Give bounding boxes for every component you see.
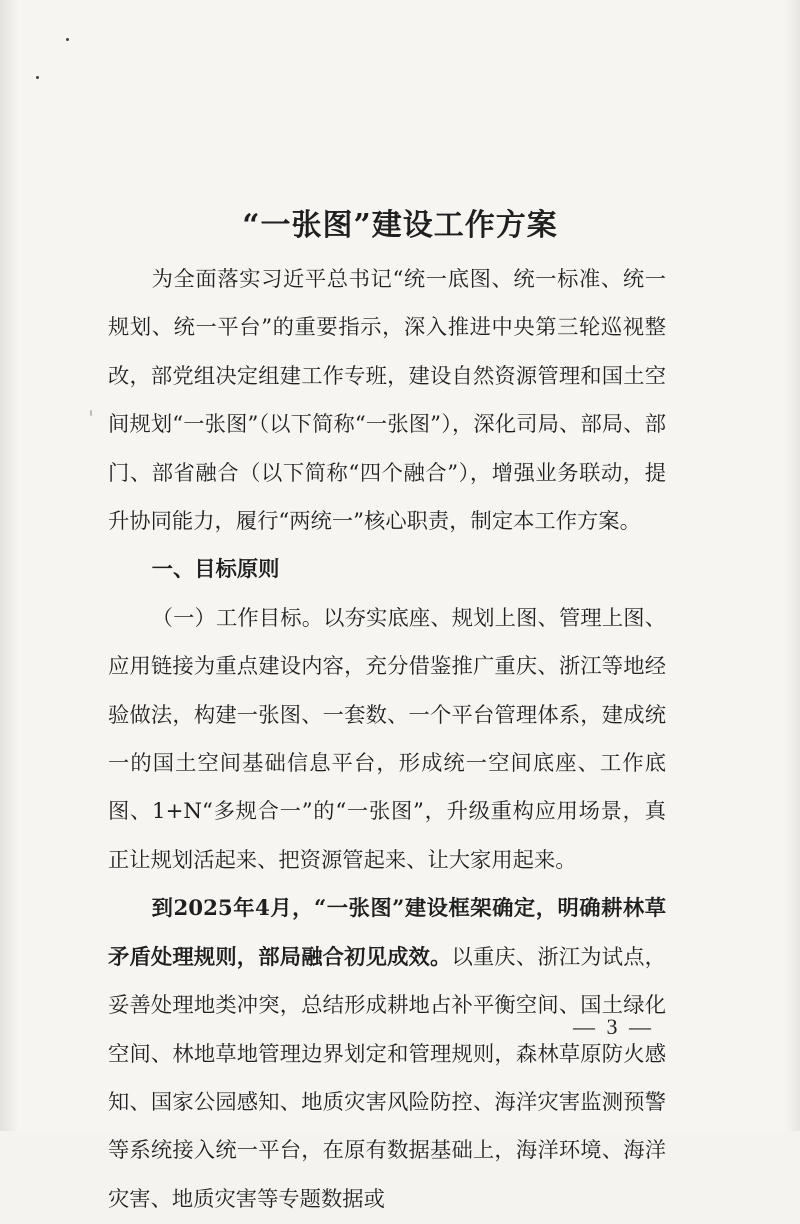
milestone-body-text: 以重庆、浙江为试点，妥善处理地类冲突，总结形成耕地占补平衡空间、国土绿化空间、林地草地管理边界划定和管理规则，森林草原防火感知、国家公园感知、地质灾害风险防控、海洋灾害监测预警等系统接入统一平台，在原有数据基础上，海洋环境、海洋灾害、地质灾害等专题数据或 (108, 944, 666, 1212)
page-right-shadow (786, 0, 800, 1131)
milestone-paragraph (108, 885, 666, 1224)
section-heading: 一、目标原则 (151, 557, 280, 583)
document-body (108, 256, 666, 1224)
scan-speck (90, 410, 92, 416)
scan-speck (66, 38, 69, 41)
document-title: “一张图”建设工作方案 (242, 208, 558, 244)
bleed-through-text (470, 150, 614, 180)
scan-speck (36, 76, 39, 79)
page-number: — 3 — (573, 1014, 654, 1039)
milestone-lead-text: 到2025年4月，“一张图”建设框架确定，明确耕林草矛盾处理规则，部局融合初见成效。 (108, 896, 666, 970)
goal-paragraph: （一）工作目标。以夯实底座、规划上图、管理上图、应用链接为重点建设内容，充分借鉴推广重庆、浙江等地经验做法，构建一张图、一套数、一个平台管理体系，建成统一的国土空间基础信息平台，形成统一空间底座、工作底图、1+N“多规合一”的“一张图”，升级重构应用场景，真正让规划活起来、把资源管起来、让大家用起来。 (108, 605, 666, 873)
intro-paragraph: 为全面落实习近平总书记“统一底图、统一标准、统一规划、统一平台”的重要指示，深入推进中央第三轮巡视整改，部党组决定组建工作专班，建设自然资源管理和国土空间规划“一张图”（以下简称“一张图”），深化司局、部局、部门、部省融合（以下简称“四个融合”），增强业务联动，提升协同能力，履行“两统一”核心职责，制定本工作方案。 (108, 267, 666, 535)
page-left-shadow (0, 0, 18, 1131)
